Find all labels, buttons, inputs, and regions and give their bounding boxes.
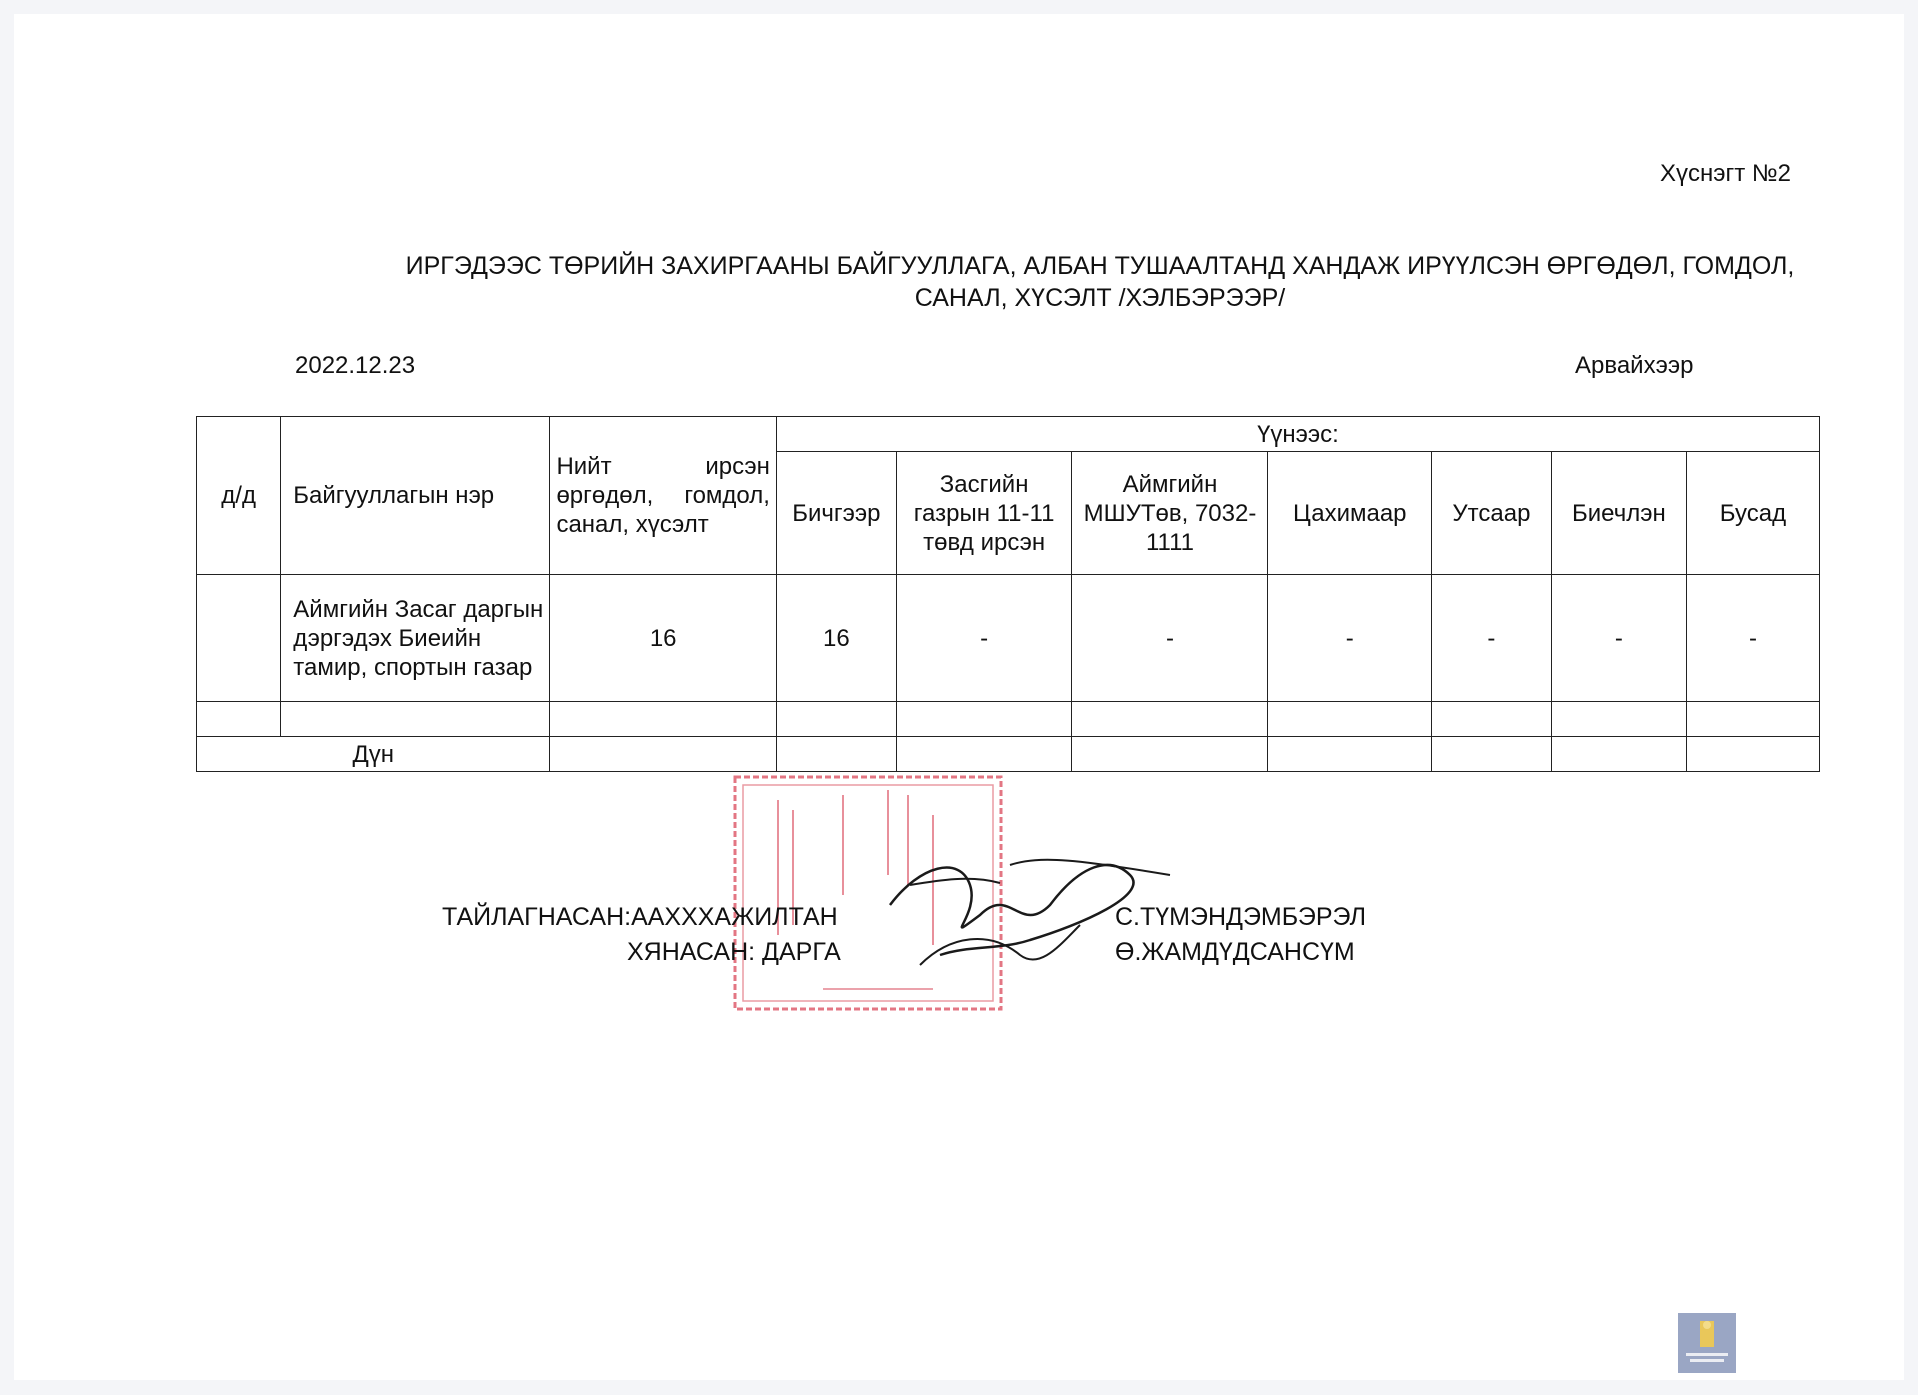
- empty-cell: [281, 702, 550, 737]
- header-total: [550, 417, 776, 575]
- empty-cell: [1072, 702, 1268, 737]
- empty-cell: [197, 702, 281, 737]
- row-other: -: [1686, 575, 1819, 702]
- report-table: [196, 416, 1820, 772]
- report-date: 2022.12.23: [295, 352, 416, 379]
- header-sub-other: Бусад: [1686, 452, 1819, 575]
- empty-cell: [1432, 702, 1552, 737]
- row-center: -: [1072, 575, 1268, 702]
- row-government: -: [896, 575, 1072, 702]
- approved-by-role: ХЯНАСАН: ДАРГА: [627, 938, 841, 966]
- header-from-group: Үүнээс:: [776, 417, 1819, 452]
- sum-cell: [1072, 737, 1268, 772]
- sum-cell: [1268, 737, 1432, 772]
- reported-by-name: С.ТҮМЭНДЭМБЭРЭЛ: [1115, 903, 1367, 931]
- empty-cell: [1686, 702, 1819, 737]
- report-place: Арвайхээр: [1575, 352, 1694, 379]
- table-row-sum: [197, 737, 1820, 772]
- government-emblem-icon: [1678, 1313, 1736, 1373]
- header-total-text: Нийт ирсэн өргөдөл, гомдол, санал, хүсэлт: [556, 453, 770, 538]
- sum-cell: [1551, 737, 1686, 772]
- empty-cell: [896, 702, 1072, 737]
- header-sub-government: Засгийн газрын 11-11 төвд ирсэн: [896, 452, 1072, 575]
- appendix-label: Хүснэгт №2: [1660, 160, 1792, 187]
- sum-cell: [896, 737, 1072, 772]
- sum-cell: [1686, 737, 1819, 772]
- sum-cell: [776, 737, 896, 772]
- header-sub-center: Аймгийн МШУТөв, 7032-1111: [1072, 452, 1268, 575]
- approved-by-name: Ө.ЖАМДҮДСАНСҮМ: [1115, 938, 1355, 966]
- empty-cell: [776, 702, 896, 737]
- row-num: [197, 575, 281, 702]
- row-org: Аймгийн Засаг даргын дэргэдэх Биеийн тамир, спортын газар: [281, 575, 550, 702]
- header-num: д/д: [197, 417, 281, 575]
- header-sub-electronic: Цахимаар: [1268, 452, 1432, 575]
- sum-cell: [1432, 737, 1552, 772]
- header-sub-phone: Утсаар: [1432, 452, 1552, 575]
- row-written: 16: [776, 575, 896, 702]
- empty-cell: [550, 702, 776, 737]
- row-total: 16: [550, 575, 776, 702]
- header-org: Байгууллагын нэр: [281, 417, 550, 575]
- document-title: ИРГЭДЭЭС ТӨРИЙН ЗАХИРГААНЫ БАЙГУУЛЛАГА, АЛБАН ТУШААЛТАНД ХАНДАЖ ИРҮҮЛСЭН ӨРГӨДӨЛ, ГОМДОЛ, САНАЛ, ХҮСЭЛТ /ХЭЛБЭРЭЭР/: [405, 252, 1795, 312]
- sum-label: Дүн: [197, 737, 550, 772]
- reported-by-role: ТАЙЛАГНАСАН:ААХХХАЖИЛТАН: [442, 903, 838, 931]
- table-row-empty: [197, 702, 1820, 737]
- row-electronic: -: [1268, 575, 1432, 702]
- row-phone: -: [1432, 575, 1552, 702]
- header-sub-in-person: Биечлэн: [1551, 452, 1686, 575]
- empty-cell: [1551, 702, 1686, 737]
- empty-cell: [1268, 702, 1432, 737]
- table-row: [197, 575, 1820, 702]
- header-sub-written: Бичгээр: [776, 452, 896, 575]
- sum-cell: [550, 737, 776, 772]
- row-in-person: -: [1551, 575, 1686, 702]
